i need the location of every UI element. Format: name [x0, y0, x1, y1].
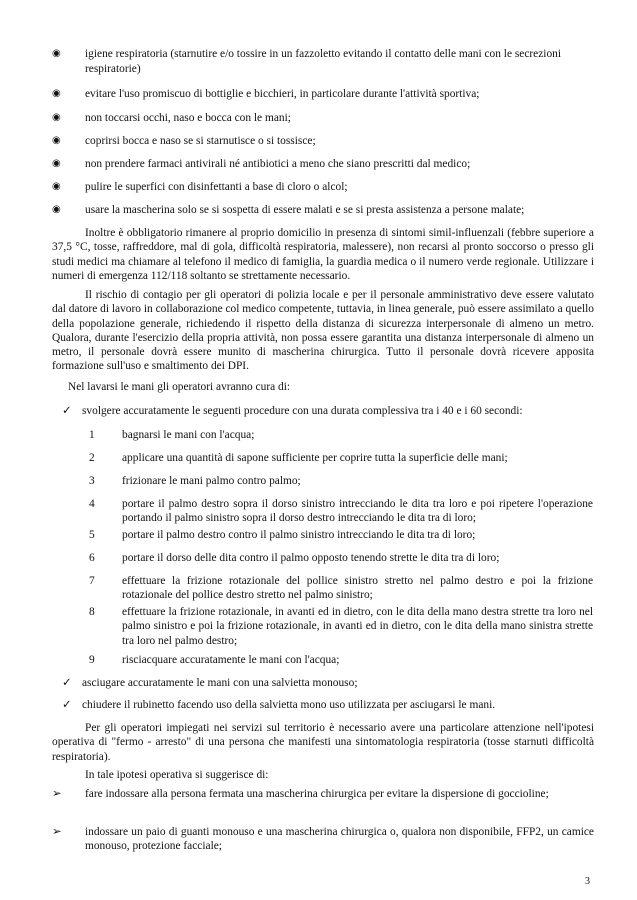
step-text: portare il dorso delle dita contro il palmo opposto tenendo strette le dita tra di loro;: [122, 552, 500, 564]
list-item-text: non toccarsi occhi, naso e bocca con le mani;: [85, 112, 291, 124]
bullet-icon: ◉: [52, 88, 61, 99]
step-text: portare il palmo destro sopra il dorso sinistro intrecciando le dita tra loro e poi ripetere l'operazione portando il palmo sinistro sopra il dorso destro intrecciando le dita tra di loro;: [122, 498, 593, 525]
step-number: 6: [89, 552, 95, 564]
bullet-icon: ◉: [52, 112, 61, 123]
list-item-text: igiene respiratoria (starnutire e/o tossire in un fazzoletto evitando il contatto delle mani con le secrezioni respiratorie): [85, 48, 562, 75]
step-text: effettuare la frizione rotazionale, in avanti ed in dietro, con le dita della mano destra strette tra loro nel palmo sinistro e poi la frizione rotazionale, in avanti ed in dietro, con le dita della mano sinistra strette tra loro nel palmo destro;: [122, 606, 593, 647]
step-text: effettuare la frizione rotazionale del pollice sinistro stretto nel palmo destro e poi la frizione rotazionale del pollice destro stretto nel palmo sinistro;: [122, 575, 593, 602]
paragraph-symptoms: Inoltre è obbligatorio rimanere al proprio domicilio in presenza di sintomi simil-influenzali (febbre superiore a 37,5 °C, tosse, raffreddore, mal di gola, difficoltà respiratoria, malessere), non recarsi al pronto soccorso o presso gli studi medici ma chiamare al telefono il medico di famiglia, la guardia medica o il numero verde regionale. Utilizzare i numeri di emergenza 112/118 soltanto se strettamente necessario.: [52, 227, 594, 282]
step-number: 4: [89, 498, 95, 510]
paragraph-contagion-risk: Il rischio di contagio per gli operatori di polizia locale e per il personale amministrativo deve essere valutato dal datore di lavoro in collaborazione col medico competente, tuttavia, in linea generale, può essere assimilato a quello della popolazione generale, richiedendo il rispetto della distanza di sicurezza interpersonale di almeno un metro. Qualora, durante l'esercizio della propria attività, non possa essere garantita una distanza interpersonale di almeno un metro, il personale dovrà essere munito di mascherina chirurgica. Tutto il personale dovrà ricevere apposita formazione sull'uso e smaltimento dei DPI.: [52, 289, 594, 373]
list-item-text: usare la mascherina solo se si sospetta di essere malati e se si presta assistenza a persone malate;: [85, 204, 525, 216]
bullet-icon: ◉: [52, 48, 61, 59]
bullet-icon: ◉: [52, 181, 61, 192]
check-item-text: asciugare accuratamente le mani con una salvietta monouso;: [82, 677, 358, 689]
arrow-item-text: fare indossare alla persona fermata una mascherina chirurgica per evitare la dispersione di goccioline;: [85, 788, 549, 800]
arrow-icon: ➢: [52, 788, 62, 800]
step-number: 5: [89, 529, 95, 541]
step-text: bagnarsi le mani con l'acqua;: [122, 429, 255, 441]
step-number: 1: [89, 429, 95, 441]
checkmark-icon: ✓: [62, 677, 72, 689]
step-text: risciacquare accuratamente le mani con l'acqua;: [122, 654, 340, 666]
list-item-text: non prendere farmaci antivirali né antibiotici a meno che siano prescritti dal medico;: [85, 158, 471, 170]
step-text: frizionare le mani palmo contro palmo;: [122, 475, 301, 487]
step-number: 3: [89, 475, 95, 487]
check-item-text: chiudere il rubinetto facendo uso della salvietta mono uso utilizzata per asciugarsi le mani.: [82, 699, 496, 711]
step-text: portare il palmo destro contro il palmo sinistro intrecciando le dita tra di loro;: [122, 529, 476, 541]
check-item-text: svolgere accuratamente le seguenti procedure con una durata complessiva tra i 40 e i 60 secondi:: [82, 405, 523, 417]
bullet-icon: ◉: [52, 135, 61, 146]
paragraph-hand-washing-intro: Nel lavarsi le mani gli operatori avranno cura di:: [68, 381, 291, 393]
step-number: 2: [89, 452, 95, 464]
step-number: 8: [89, 606, 95, 618]
list-item: [52, 47, 592, 77]
list-item-text: pulire le superfici con disinfettanti a base di cloro o alcol;: [85, 181, 348, 193]
checkmark-icon: ✓: [62, 699, 72, 711]
arrow-item-text: indossare un paio di guanti monouso e una mascherina chirurgica o, qualora non disponibile, FFP2, un camice monouso, protezione facciale;: [85, 826, 594, 853]
bullet-icon: ◉: [52, 204, 61, 215]
paragraph-suggestions-intro: In tale ipotesi operativa si suggerisce di:: [85, 769, 269, 781]
page-number: 3: [585, 876, 590, 887]
checkmark-icon: ✓: [62, 405, 72, 417]
arrow-icon: ➢: [52, 826, 62, 838]
bullet-icon: ◉: [52, 158, 61, 169]
step-number: 9: [89, 654, 95, 666]
paragraph-field-operations: Per gli operatori impiegati nei servizi sul territorio è necessario avere una particolare attenzione nell'ipotesi operativa di "fermo - arresto" di una persona che manifesti una sintomatologia respiratoria (tosse starnuti difficoltà respiratoria).: [52, 722, 594, 763]
step-text: applicare una quantità di sapone sufficiente per coprire tutta la superficie delle mani;: [122, 452, 508, 464]
list-item-text: evitare l'uso promiscuo di bottiglie e bicchieri, in particolare durante l'attività sportiva;: [85, 88, 480, 100]
step-number: 7: [89, 575, 95, 587]
list-item-text: coprirsi bocca e naso se si starnutisce o si tossisce;: [85, 135, 316, 147]
